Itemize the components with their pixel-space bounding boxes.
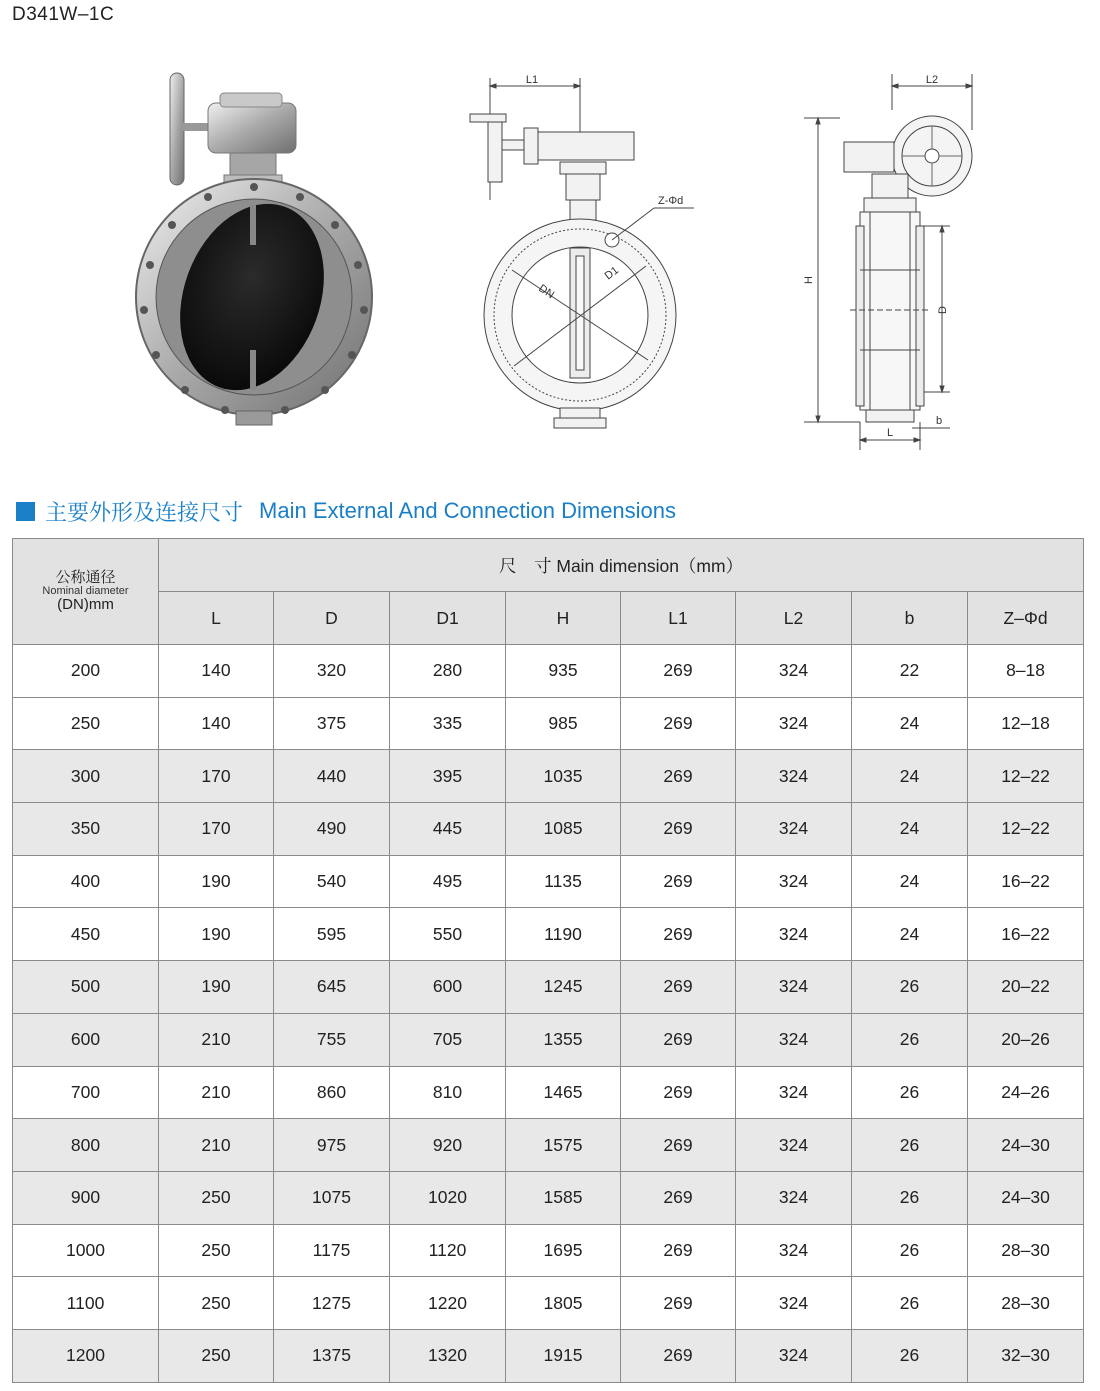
dimension-cell: 324 (736, 1277, 852, 1330)
dimension-cell: 24–26 (968, 1066, 1084, 1119)
dimension-cell: 269 (621, 1013, 736, 1066)
dimension-cell: 190 (159, 855, 274, 908)
dimension-cell: 1805 (506, 1277, 621, 1330)
valve-photo (130, 65, 380, 435)
table-row (13, 1329, 1084, 1382)
dimension-cell: 324 (736, 855, 852, 908)
dim-l-label: L (886, 427, 894, 439)
dn-cell: 1200 (13, 1329, 159, 1382)
dn-header-en: Nominal diameter (42, 584, 129, 597)
table-row (13, 1013, 1084, 1066)
front-view-drawing (462, 70, 712, 440)
dim-dn-label: DN (536, 282, 557, 302)
dimension-cell: 1020 (390, 1171, 506, 1224)
column-header: L1 (621, 592, 736, 645)
dim-l2-label: L2 (925, 74, 939, 86)
dimension-cell: 324 (736, 1013, 852, 1066)
dimension-cell: 1220 (390, 1277, 506, 1330)
dimension-cell: 1120 (390, 1224, 506, 1277)
dn-header-unit: (DN)mm (57, 596, 114, 614)
column-header: Z–Φd (968, 592, 1084, 645)
dn-cell: 1100 (13, 1277, 159, 1330)
section-bullet-icon (16, 502, 35, 521)
dimension-cell: 1915 (506, 1329, 621, 1382)
dimension-cell: 269 (621, 697, 736, 750)
dimension-cell: 24 (852, 803, 968, 856)
dimension-cell: 1075 (274, 1171, 390, 1224)
dimension-cell: 320 (274, 645, 390, 698)
dimension-cell: 16–22 (968, 855, 1084, 908)
dimension-cell: 269 (621, 1277, 736, 1330)
dimension-cell: 755 (274, 1013, 390, 1066)
dimension-cell: 32–30 (968, 1329, 1084, 1382)
column-header: H (506, 592, 621, 645)
dn-cell: 500 (13, 961, 159, 1014)
handwheel (170, 73, 184, 185)
dimension-cell: 1320 (390, 1329, 506, 1382)
dimension-cell: 12–22 (968, 803, 1084, 856)
table-row (13, 1171, 1084, 1224)
dn-cell: 600 (13, 1013, 159, 1066)
dimension-cell: 810 (390, 1066, 506, 1119)
dimension-cell: 1085 (506, 803, 621, 856)
dimension-cell: 170 (159, 750, 274, 803)
dimension-cell: 190 (159, 961, 274, 1014)
dim-l1-label: L1 (525, 74, 539, 86)
dimension-cell: 324 (736, 1066, 852, 1119)
dimension-cell: 269 (621, 645, 736, 698)
dimension-cell: 24 (852, 697, 968, 750)
dimension-cell: 1035 (506, 750, 621, 803)
dimension-cell: 490 (274, 803, 390, 856)
dn-cell: 1000 (13, 1224, 159, 1277)
dimension-cell: 24 (852, 855, 968, 908)
dimension-cell: 250 (159, 1224, 274, 1277)
side-view-drawing (800, 70, 985, 455)
dim-d-label: D (937, 306, 949, 314)
dimension-cell: 26 (852, 1066, 968, 1119)
dn-cell: 350 (13, 803, 159, 856)
dn-cell: 800 (13, 1119, 159, 1172)
table-row (13, 697, 1084, 750)
dimension-cell: 20–22 (968, 961, 1084, 1014)
dimension-cell: 324 (736, 1224, 852, 1277)
dimension-cell: 324 (736, 697, 852, 750)
dimension-cell: 210 (159, 1119, 274, 1172)
dimension-cell: 440 (274, 750, 390, 803)
dimension-cell: 1175 (274, 1224, 390, 1277)
dimension-cell: 20–26 (968, 1013, 1084, 1066)
dn-header (13, 539, 159, 645)
dimension-cell: 26 (852, 1329, 968, 1382)
dimension-cell: 600 (390, 961, 506, 1014)
dimension-cell: 12–22 (968, 750, 1084, 803)
dn-cell: 400 (13, 855, 159, 908)
dn-cell: 200 (13, 645, 159, 698)
dimension-cell: 324 (736, 1329, 852, 1382)
dimension-cell: 1355 (506, 1013, 621, 1066)
section-title-cn: 主要外形及连接尺寸 (45, 499, 244, 525)
dimension-cell: 250 (159, 1171, 274, 1224)
dimension-cell: 22 (852, 645, 968, 698)
dimension-cell: 28–30 (968, 1224, 1084, 1277)
dimension-cell: 269 (621, 908, 736, 961)
dimension-cell: 8–18 (968, 645, 1084, 698)
dimension-cell: 16–22 (968, 908, 1084, 961)
main-dimension-header: 尺 寸 Main dimension（mm） (159, 539, 1084, 592)
dimension-cell: 269 (621, 803, 736, 856)
dimensions-table (12, 538, 1084, 1383)
dimension-cell: 1585 (506, 1171, 621, 1224)
dimension-cell: 26 (852, 1277, 968, 1330)
dimension-cell: 140 (159, 697, 274, 750)
section-title (16, 496, 676, 526)
dimension-cell: 985 (506, 697, 621, 750)
dimension-cell: 1190 (506, 908, 621, 961)
section-title-en: Main External And Connection Dimensions (259, 498, 677, 523)
dimension-cell: 269 (621, 1066, 736, 1119)
dimension-cell: 920 (390, 1119, 506, 1172)
dimension-cell: 269 (621, 750, 736, 803)
dimension-cell: 24 (852, 908, 968, 961)
dimension-cell: 24 (852, 750, 968, 803)
dimension-cell: 26 (852, 961, 968, 1014)
dn-cell: 300 (13, 750, 159, 803)
dimension-cell: 26 (852, 1119, 968, 1172)
dimension-cell: 324 (736, 803, 852, 856)
gearbox (208, 103, 296, 153)
dimension-cell: 26 (852, 1224, 968, 1277)
dimension-cell: 269 (621, 855, 736, 908)
dimension-cell: 335 (390, 697, 506, 750)
dimension-cell: 975 (274, 1119, 390, 1172)
dim-h-label: H (803, 276, 815, 284)
dimension-cell: 26 (852, 1171, 968, 1224)
dimension-cell: 540 (274, 855, 390, 908)
dim-z-label: Z-Φd (658, 195, 684, 207)
dim-b-label: b (936, 415, 943, 427)
dimension-cell: 1135 (506, 855, 621, 908)
dim-d1-label: D1 (602, 264, 622, 283)
dimension-cell: 324 (736, 961, 852, 1014)
dimension-cell: 250 (159, 1329, 274, 1382)
table-row (13, 1277, 1084, 1330)
dimension-cell: 324 (736, 750, 852, 803)
dimension-cell: 12–18 (968, 697, 1084, 750)
table-row (13, 803, 1084, 856)
table-row (13, 645, 1084, 698)
dimension-cell: 595 (274, 908, 390, 961)
table-row (13, 961, 1084, 1014)
table-row (13, 908, 1084, 961)
dimension-cell: 1465 (506, 1066, 621, 1119)
dimension-cell: 269 (621, 1329, 736, 1382)
model-number: D341W–1C (12, 4, 115, 25)
dimension-cell: 170 (159, 803, 274, 856)
dn-cell: 250 (13, 697, 159, 750)
dimension-cell: 705 (390, 1013, 506, 1066)
column-header: D1 (390, 592, 506, 645)
dimension-cell: 269 (621, 1224, 736, 1277)
table-row (13, 1066, 1084, 1119)
dimension-cell: 26 (852, 1013, 968, 1066)
dimension-cell: 269 (621, 1171, 736, 1224)
dimension-cell: 445 (390, 803, 506, 856)
dimension-cell: 269 (621, 961, 736, 1014)
column-header: L2 (736, 592, 852, 645)
dimension-cell: 1695 (506, 1224, 621, 1277)
dimension-cell: 324 (736, 1119, 852, 1172)
dimension-cell: 935 (506, 645, 621, 698)
table-row (13, 1224, 1084, 1277)
dimension-cell: 24–30 (968, 1171, 1084, 1224)
dimension-cell: 24–30 (968, 1119, 1084, 1172)
dimension-cell: 190 (159, 908, 274, 961)
dn-cell: 700 (13, 1066, 159, 1119)
dimension-cell: 324 (736, 908, 852, 961)
table-row (13, 1119, 1084, 1172)
dn-cell: 450 (13, 908, 159, 961)
dimension-cell: 324 (736, 1171, 852, 1224)
dimension-cell: 280 (390, 645, 506, 698)
dimension-cell: 860 (274, 1066, 390, 1119)
dn-cell: 900 (13, 1171, 159, 1224)
dimension-cell: 210 (159, 1013, 274, 1066)
dimension-cell: 269 (621, 1119, 736, 1172)
table-row (13, 750, 1084, 803)
dimension-cell: 645 (274, 961, 390, 1014)
dimension-cell: 210 (159, 1066, 274, 1119)
table-row (13, 855, 1084, 908)
dimension-cell: 1275 (274, 1277, 390, 1330)
dimension-cell: 1375 (274, 1329, 390, 1382)
dimension-cell: 1245 (506, 961, 621, 1014)
dimension-cell: 550 (390, 908, 506, 961)
dimension-cell: 140 (159, 645, 274, 698)
dimension-cell: 324 (736, 645, 852, 698)
dimension-cell: 1575 (506, 1119, 621, 1172)
dn-header-cn: 公称通径 (55, 568, 116, 586)
column-header: D (274, 592, 390, 645)
dimension-cell: 250 (159, 1277, 274, 1330)
dimension-cell: 395 (390, 750, 506, 803)
dimension-cell: 375 (274, 697, 390, 750)
column-header: L (159, 592, 274, 645)
dimension-cell: 28–30 (968, 1277, 1084, 1330)
column-header: b (852, 592, 968, 645)
dimension-cell: 495 (390, 855, 506, 908)
